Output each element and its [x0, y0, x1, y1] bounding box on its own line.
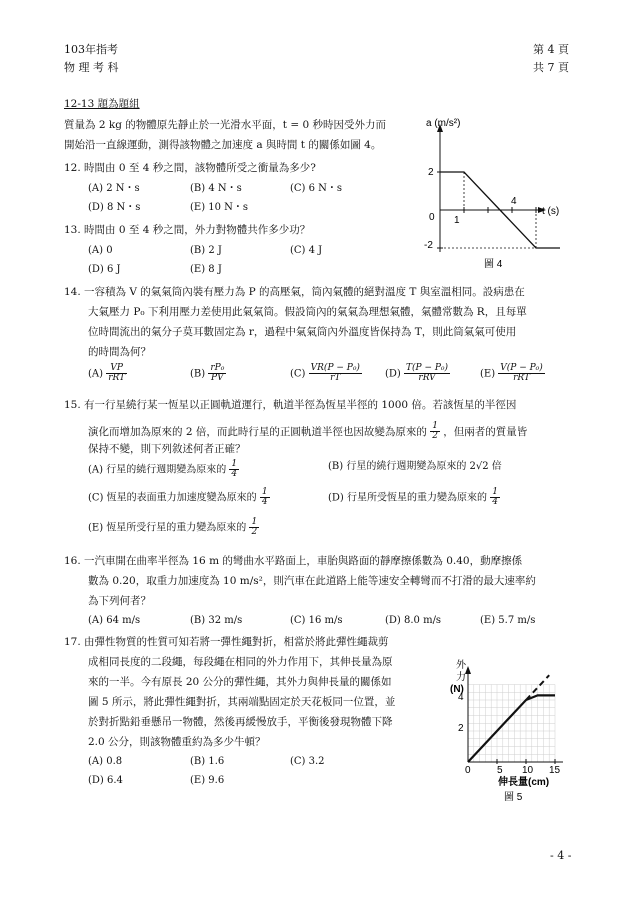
q13-option-a[interactable]: (A) 0 — [88, 245, 113, 256]
group-intro-line2: 開始沿一直線運動，測得該物體之加速度 a 與時間 t 的關係如圖 4。 — [64, 139, 382, 151]
fig4-ylabel: a (m/s²) — [426, 118, 461, 129]
q17-line6: 2.0 公分，則該物體重約為多少牛頓？ — [88, 736, 266, 748]
fig4-xtick-4: 4 — [511, 196, 517, 207]
q17-option-d[interactable]: (D) 6.4 — [88, 775, 123, 786]
q14-option-d[interactable]: (D) $\frac{\text{T(P − P₀)}}{\text{rRV}}$ — [385, 363, 449, 384]
fig4-caption: 圖 4 — [484, 259, 503, 270]
q16-line1: 16. 一汽車開在曲率半徑為 16 m 的彎曲水平路面上，車胎與路面的靜摩擦係數為 0.40，動摩擦係 — [64, 555, 523, 567]
q14-option-c[interactable]: (C) $\frac{\text{VR(P − P₀)}}{rT}$ — [290, 363, 360, 384]
q14-option-b[interactable]: (B) $\frac{\text{rP₀}}{PV}$ — [190, 363, 225, 384]
q14-option-a[interactable]: (A) $\frac{VP}{\text{rRT}}$ — [88, 363, 126, 384]
q17-option-e[interactable]: (E) 9.6 — [190, 775, 225, 786]
q15-line2: 演化而增加為原來的 2 倍，而此時行星的正圓軌道半徑也因故變為原來的 $\frac{1}{2}$ ，但兩者的質量皆 — [88, 421, 528, 442]
q15-line3: 保持不變，則下列敘述何者正確？ — [88, 443, 246, 455]
q14-option-e[interactable]: (E) $\frac{\text{V(P − P₀)}}{\text{rRT}}$ — [480, 363, 543, 384]
q13-option-d[interactable]: (D) 6 J — [88, 264, 121, 275]
q17-option-b[interactable]: (B) 1.6 — [190, 756, 225, 767]
figure-5-force-extension-graph — [438, 652, 578, 802]
q17-line4: 圖 5 所示，將此彈性繩對折，其兩端點固定於天花板同一位置，並 — [88, 696, 396, 708]
group-intro-line1: 質量為 2 kg 的物體原先靜止於一光滑水平面，t = 0 秒時因受外力而 — [64, 119, 386, 131]
header-total-pages: 共 7 頁 — [533, 61, 569, 74]
q15-option-a[interactable]: (A) 行星的繞行週期變為原來的 $\frac{1}{4}$ — [88, 459, 238, 480]
q12-option-d[interactable]: (D) 8 N・s — [88, 202, 141, 213]
q17-line5: 於對折點鉛垂懸吊一物體，然後再緩慢放手，平衡後發現物體下降 — [88, 716, 393, 728]
q12-option-c[interactable]: (C) 6 N・s — [290, 183, 343, 194]
q16-option-a[interactable]: (A) 64 m/s — [88, 615, 141, 626]
fig5-caption: 圖 5 — [504, 792, 523, 802]
q17-option-a[interactable]: (A) 0.8 — [88, 756, 123, 767]
q16-option-d[interactable]: (D) 8.0 m/s — [385, 615, 442, 626]
fig5-xtick-0: 0 — [465, 765, 471, 776]
fig4-xlabel: t (s) — [542, 206, 560, 217]
fig5-ylabel-3: (N) — [450, 684, 464, 695]
q16-option-c[interactable]: (C) 16 m/s — [290, 615, 343, 626]
q17-line1: 17. 由彈性物質的性質可知若將一彈性繩對折，相當於將此彈性繩裁剪 — [64, 636, 389, 648]
q17-line2: 成相同長度的二段繩，每段繩在相同的外力作用下，其伸長量為原 — [88, 656, 393, 668]
q17-option-c[interactable]: (C) 3.2 — [290, 756, 325, 767]
fig5-series-line — [468, 695, 555, 762]
q16-line2: 數為 0.20，取重力加速度為 10 m/s²，則汽車在此道路上能等速安全轉彎而不打滑的最大速率約 — [88, 575, 536, 587]
figure-4-acceleration-graph — [418, 112, 568, 272]
q12-option-b[interactable]: (B) 4 N・s — [190, 183, 242, 194]
q14-line2: 大氣壓力 P₀ 下利用壓力差使用此氣氣筒。假設筒內的氣氣為理想氣體，氣體常數為 R，且每單 — [88, 306, 527, 318]
q15-option-e[interactable]: (E) 恆星所受行星的重力變為原來的 $\frac{1}{2}$ — [88, 517, 258, 538]
q16-line3: 為下列何者？ — [88, 595, 151, 607]
header-page-number: 第 4 頁 — [533, 43, 569, 56]
fig4-ytick-neg: -2 — [424, 240, 433, 251]
fig5-ylabel-2: 力 — [456, 672, 466, 683]
q16-option-b[interactable]: (B) 32 m/s — [190, 615, 243, 626]
q12-option-a[interactable]: (A) 2 N・s — [88, 183, 140, 194]
fig5-ytick-4: 4 — [458, 692, 464, 703]
q15-option-d[interactable]: (D) 行星所受恆星的重力變為原來的 $\frac{1}{4}$ — [328, 487, 498, 508]
fig5-ytick-2: 2 — [458, 723, 464, 734]
q17-line3: 來的一半。今有原長 20 公分的彈性繩，其外力與伸長量的關係如 — [88, 676, 392, 688]
q12-option-e[interactable]: (E) 10 N・s — [190, 202, 249, 213]
q16-option-e[interactable]: (E) 5.7 m/s — [480, 615, 536, 626]
fig4-origin: 0 — [429, 212, 435, 223]
fig5-xlabel: 伸長量(cm) — [498, 777, 550, 788]
q13-stem: 13. 時間由 0 至 4 秒之間，外力對物體共作多少功？ — [64, 224, 311, 236]
fig5-xtick-5: 5 — [497, 765, 503, 776]
header-subject: 物 理 考 科 — [64, 61, 119, 74]
footer-page-number: - 4 - — [550, 849, 572, 862]
q14-line4: 的時間為何？ — [88, 346, 151, 358]
fig4-xtick-1: 1 — [454, 215, 460, 226]
q13-option-c[interactable]: (C) 4 J — [290, 245, 323, 256]
q15-option-c[interactable]: (C) 恆星的表面重力加速度變為原來的 $\frac{1}{4}$ — [88, 487, 268, 508]
fig4-ytick-pos: 2 — [428, 167, 434, 178]
fig5-xtick-10: 10 — [522, 765, 534, 776]
q13-option-e[interactable]: (E) 8 J — [190, 264, 222, 275]
fig5-xtick-15: 15 — [549, 765, 561, 776]
fig5-ylabel-1: 外 — [456, 660, 466, 671]
q14-line1: 14. 一容積為 V 的氣氣筒內裝有壓力為 P 的高壓氣，筒內氣體的絕對溫度 T 與室溫相同。設病患在 — [64, 286, 525, 298]
q12-stem: 12. 時間由 0 至 4 秒之間，該物體所受之衝量為多少? — [64, 162, 316, 174]
q15-line1: 15. 有一行星繞行某一恆星以正圓軌道運行，軌道半徑為恆星半徑的 1000 倍。若該恆星的半徑因 — [64, 399, 517, 411]
q15-option-b[interactable]: (B) 行星的繞行週期變為原來的 2√2 倍 — [328, 461, 502, 472]
group-title: 12-13 題為題組 — [64, 98, 140, 110]
q14-line3: 位時間流出的氣分子莫耳數固定為 r，過程中氣氣筒內外溫度皆保持為 T，則此筒氣氣可使用 — [88, 326, 517, 338]
q13-option-b[interactable]: (B) 2 J — [190, 245, 222, 256]
header-exam-year: 103年指考 — [64, 43, 118, 56]
